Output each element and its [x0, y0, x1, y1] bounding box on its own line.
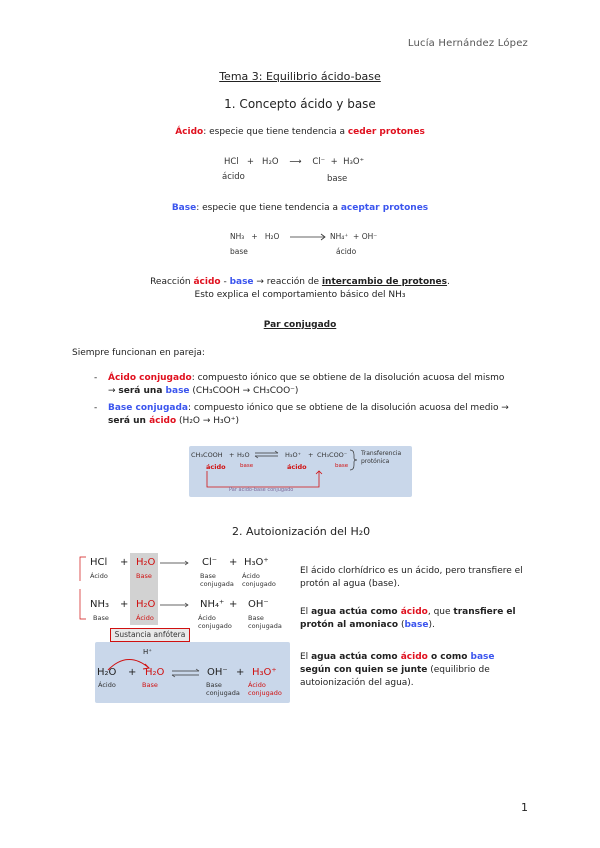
- base-equation-products: NH₄⁺ + OH⁻: [330, 232, 378, 241]
- base-eq-label-acid: ácido: [336, 247, 357, 256]
- author-name: Lucía Hernández López: [407, 38, 528, 49]
- reaction-line-2: Esto explica el comportamiento básico del NH₃: [194, 290, 406, 300]
- autoionization-panel: H⁺ H₂O + H₂O OH⁻ + H₃O⁺ Ácido Base Base conjugada Ácido conjugado: [95, 642, 290, 703]
- base-definition: Base: especie que tiene tendencia a aceptar protones: [171, 203, 429, 213]
- reaction-line: Reacción ácido - base → reacción de intercambio de protones.: [150, 277, 450, 287]
- anfotera-label: Sustancia anfótera: [110, 628, 190, 642]
- base-eq-arrow: [290, 233, 328, 241]
- base-eq-label-base: base: [230, 247, 248, 256]
- right-text-2: El agua actúa como ácido, que transfiere el protón al amoniaco (base).: [300, 607, 516, 630]
- acid-equation: HCl + H₂O ⟶ Cl⁻ + H₃O⁺: [224, 157, 365, 167]
- acid-eq-label-acid: ácido: [222, 172, 245, 182]
- right-text-3: El agua actúa como ácido o como base según con quien se junte (equilibrio de autoionización del agua).: [300, 652, 495, 688]
- left-brackets: [66, 553, 88, 625]
- autoionization-diagram: HCl + H₂O Cl⁻ + H₃O⁺ Ácido Base Base conjugada Ácido conjugado NH₃ + H₂O NH₄⁺ + OH⁻ Base Ácido Ácido conjugado Base conjugada Sustancia anfótera H⁺ H₂O + H₂O OH⁻ + H₃O⁺ Ácido Base Base conjugada Ácido conjugado: [66, 553, 290, 703]
- bullet-acido-conjugado: - Ácido conjugado: compuesto iónico que se obtiene de la disolución acuosa del mismo → será una base (CH₃COOH → CH₃COO⁻): [94, 373, 505, 396]
- right-text-1: El ácido clorhídrico es un ácido, pero transfiere el protón al agua (base).: [300, 566, 523, 589]
- equilibrium-arrow: [254, 450, 280, 459]
- brace-icon: [349, 449, 359, 471]
- conjugate-pair-diagram: CH₃COOH + H₂O H₃O⁺ + CH₃COO⁻ ácido base ácido base Transferencia protónica Par ácido-base conjugado: [189, 446, 412, 497]
- acid-definition: Ácido: especie que tiene tendencia a ceder protones: [175, 127, 425, 137]
- siempre-text: Siempre funcionan en pareja:: [72, 348, 205, 358]
- page-title: Tema 3: Equilibrio ácido-base: [219, 70, 381, 83]
- acid-eq-label-base: base: [327, 174, 348, 184]
- section-2-heading: 2. Autoionización del H₂0: [232, 525, 371, 538]
- bullet-base-conjugada: - Base conjugada: compuesto iónico que se obtiene de la disolución acuosa del medio → será un ácido (H₂O → H₃O⁺): [94, 403, 509, 426]
- page-number: 1: [521, 801, 528, 814]
- base-equation: NH₃ + H₂O: [230, 232, 280, 241]
- section-1-heading: 1. Concepto ácido y base: [224, 97, 376, 111]
- par-conjugado-heading: Par conjugado: [263, 320, 337, 330]
